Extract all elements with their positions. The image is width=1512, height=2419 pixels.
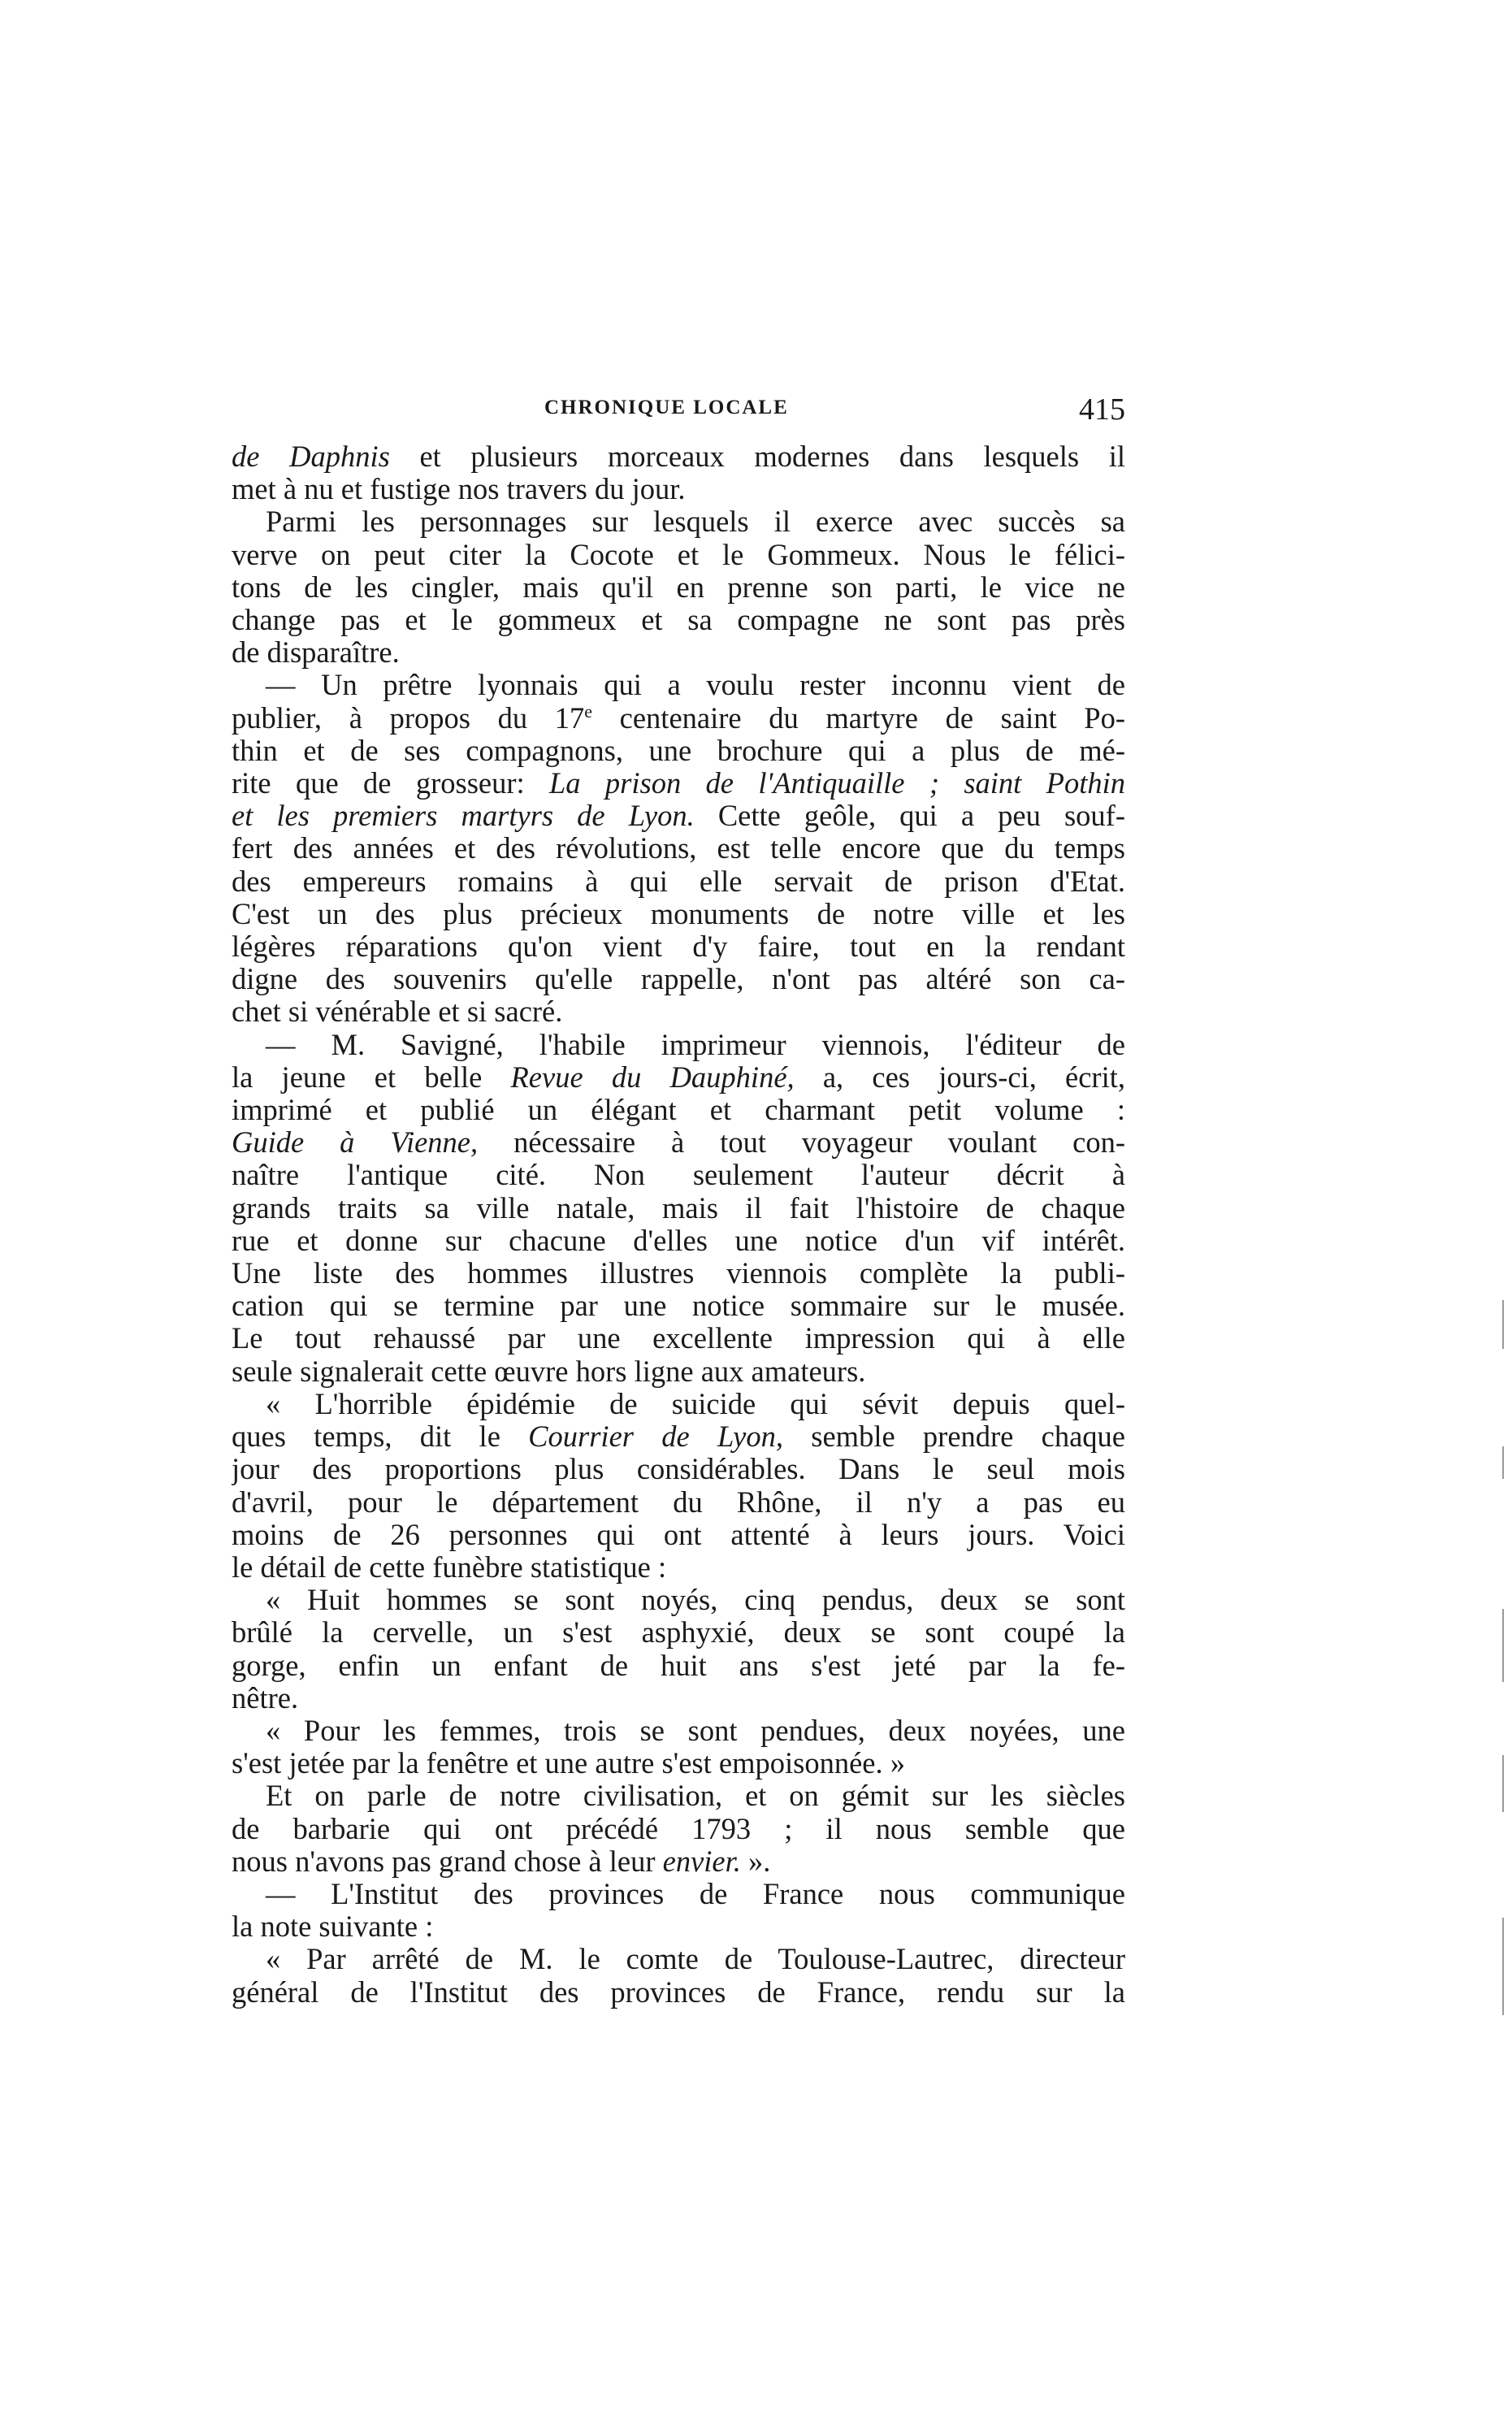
text-line [232,1584,1125,1616]
text-line [232,1061,1125,1094]
text-segment: rite que de grosseur: [232,767,549,800]
text-line [232,571,1125,604]
text-line [232,1910,1125,1943]
text-line [232,1453,1125,1485]
text-line [232,473,1125,505]
text-segment: gorge, enfin un enfant de huit ans s'est jeté par la fe- [232,1649,1125,1682]
text-line [232,1322,1125,1355]
text-line [232,669,1125,701]
text-segment: de disparaître. [232,636,400,670]
text-segment: centenaire du martyre de saint Po- [591,701,1125,735]
text-segment: Guide à Vienne, [232,1126,479,1160]
text-line [232,440,1125,473]
text-line [232,1159,1125,1191]
text-line [232,930,1125,963]
text-line [232,1355,1125,1388]
text-segment: grands traits sa ville natale, mais il fait l'histoire de chaque [232,1191,1125,1225]
text-line [232,767,1125,800]
text-line [232,1616,1125,1649]
text-segment: envier. [662,1845,741,1878]
text-segment: rue et donne sur chacune d'elles une notice d'un vif intérêt. [232,1224,1125,1257]
text-line [232,1290,1125,1322]
text-segment: tons de les cingler, mais qu'il en prenne son parti, le vice ne [232,570,1125,604]
text-line [232,1519,1125,1551]
text-line [232,800,1125,832]
text-segment: s'est jetée par la fenêtre et une autre s'est empoisonnée. » [232,1747,905,1780]
page-number: 415 [1079,392,1125,427]
text-line [232,1976,1125,2009]
text-line [232,735,1125,767]
text-segment: digne des souvenirs qu'elle rappelle, n'ont pas altéré son ca- [232,963,1125,996]
text-segment: jour des proportions plus considérables. Dans le seul mois [232,1453,1125,1486]
text-segment: moins de 26 personnes qui ont attenté à leurs jours. Voici [232,1518,1125,1551]
scan-edge-marks [1496,1300,1512,2113]
text-segment: et plusieurs morceaux modernes dans lesquels il [389,440,1125,473]
text-segment: — L'Institut des provinces de France nous communique [266,1877,1125,1910]
body-text [232,440,1125,2009]
text-segment: La prison de l'Antiquaille ; saint Pothin [549,767,1125,800]
text-line [232,702,1125,735]
text-segment: imprimé et publié un élégant et charmant petit volume : [232,1094,1125,1127]
text-segment: nêtre. [232,1681,299,1715]
text-segment: et les premiers martyrs de Lyon. [232,800,695,833]
text-line [232,539,1125,571]
text-segment: légères réparations qu'on vient d'y faire, tout en la rendant [232,930,1125,964]
text-segment: nécessaire à tout voyageur voulant con- [478,1126,1125,1160]
text-segment: met à nu et fustige nos travers du jour. [232,473,686,506]
text-segment: de barbarie qui ont précédé 1793 ; il nous semble que [232,1812,1125,1845]
text-segment: verve on peut citer la Cocote et le Gommeux. Nous le félici- [232,538,1125,571]
text-segment: nous n'avons pas grand chose à leur [232,1845,663,1878]
text-line [232,1225,1125,1257]
text-segment: « Pour les femmes, trois se sont pendues, deux noyées, une [266,1714,1125,1747]
text-segment: — Un prêtre lyonnais qui a voulu rester inconnu vient de [266,669,1125,702]
text-line [232,832,1125,865]
text-segment: C'est un des plus précieux monuments de notre ville et les [232,897,1125,930]
text-line [232,1094,1125,1126]
text-segment: la note suivante : [232,1910,434,1944]
text-segment: Courrier de Lyon, [528,1420,783,1454]
text-segment: e [584,701,592,722]
text-line [232,1715,1125,1747]
text-line [232,1650,1125,1682]
text-segment: fert des années et des révolutions, est telle encore que du temps [232,832,1125,865]
text-line [232,963,1125,995]
text-line [232,1813,1125,1845]
page-header [232,392,1125,432]
text-line [232,1551,1125,1584]
text-segment: change pas et le gommeux et sa compagne ne sont pas près [232,604,1125,637]
text-segment: Revue du Dauphiné, [510,1060,795,1094]
text-segment: la jeune et belle [232,1060,511,1094]
text-segment: ». [740,1845,771,1878]
text-segment: Parmi les personnages sur lesquels il exerce avec succès sa [266,505,1125,539]
text-segment: « L'horrible épidémie de suicide qui sévit depuis quel- [266,1387,1125,1420]
text-line [232,995,1125,1028]
text-line [232,1780,1125,1812]
running-title: CHRONIQUE LOCALE [544,397,789,418]
text-segment: ques temps, dit le [232,1420,529,1454]
text-line [232,1845,1125,1878]
text-segment: Une liste des hommes illustres viennois complète la publi- [232,1257,1125,1290]
text-line [232,604,1125,636]
text-segment: de Daphnis [232,440,390,473]
text-line [232,636,1125,669]
text-segment: « Par arrêté de M. le comte de Toulouse-Lautrec, directeur [266,1943,1125,1976]
text-segment: seule signalerait cette œuvre hors ligne aux amateurs. [232,1355,866,1388]
text-line [232,1029,1125,1061]
text-line [232,505,1125,538]
text-segment: Cette geôle, qui a peu souf- [694,800,1125,833]
text-line [232,1192,1125,1225]
text-line [232,1257,1125,1290]
text-line [232,865,1125,898]
text-segment: d'avril, pour le département du Rhône, il n'y a pas eu [232,1485,1125,1519]
text-line [232,1878,1125,1910]
text-segment: cation qui se termine par une notice sommaire sur le musée. [232,1290,1125,1323]
text-segment: le détail de cette funèbre statistique : [232,1550,667,1584]
text-segment: général de l'Institut des provinces de France, rendu sur la [232,1975,1125,2009]
text-segment: Le tout rehaussé par une excellente impression qui à elle [232,1322,1125,1355]
text-segment: publier, à propos du 17 [232,701,585,735]
text-segment: « Huit hommes se sont noyés, cinq pendus, deux se sont [266,1584,1125,1617]
text-line [232,1126,1125,1159]
text-segment: brûlé la cervelle, un s'est asphyxié, deux se sont coupé la [232,1616,1125,1650]
text-segment: naître l'antique cité. Non seulement l'auteur décrit à [232,1159,1125,1192]
text-segment: Et on parle de notre civilisation, et on gémit sur les siècles [266,1780,1125,1813]
text-line [232,1682,1125,1715]
text-line [232,1388,1125,1420]
text-segment: des empereurs romains à qui elle servait de prison d'Etat. [232,865,1125,898]
text-segment: chet si vénérable et si sacré. [232,995,563,1029]
text-line [232,1747,1125,1780]
text-segment: a, ces jours-ci, écrit, [794,1060,1125,1094]
text-segment: — M. Savigné, l'habile imprimeur viennois, l'éditeur de [266,1028,1125,1061]
text-segment: semble prendre chaque [783,1420,1125,1454]
text-line [232,1486,1125,1519]
text-line [232,1943,1125,1975]
text-line [232,898,1125,930]
text-segment: thin et de ses compagnons, une brochure qui a plus de mé- [232,734,1125,767]
text-line [232,1420,1125,1453]
